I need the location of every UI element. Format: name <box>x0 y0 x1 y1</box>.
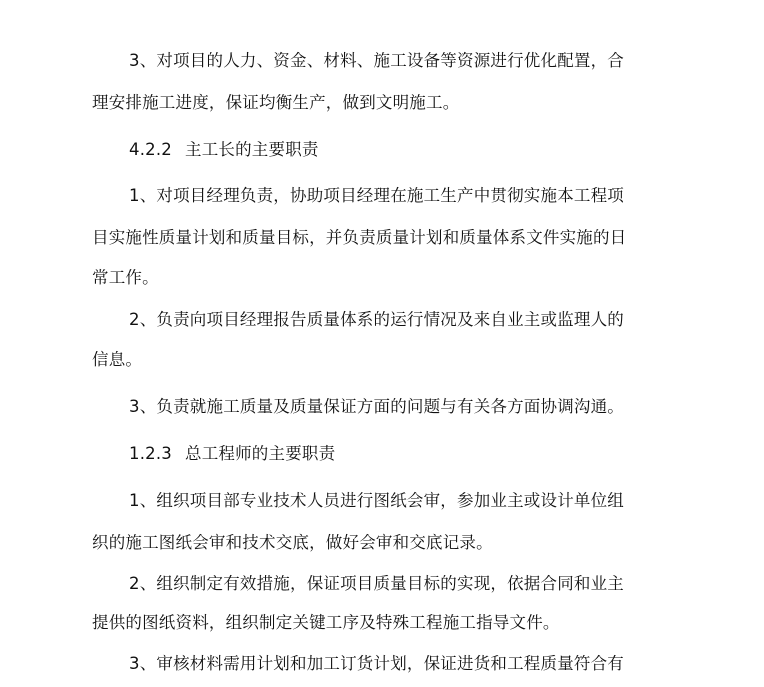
section-number: 4.2.2 <box>129 140 172 159</box>
paragraph-line: 理安排施工进度，保证均衡生产，做到文明施工。 <box>92 93 460 112</box>
paragraph-line: 提供的图纸资料，组织制定关键工序及特殊工程施工指导文件。 <box>92 613 560 632</box>
paragraph-line: 常工作。 <box>92 268 159 287</box>
section-heading <box>129 443 335 465</box>
paragraph-line: 目实施性质量计划和质量目标，并负责质量计划和质量体系文件实施的日 <box>92 228 627 247</box>
section-title: 主工长的主要职责 <box>185 140 319 159</box>
paragraph-line: 织的施工图纸会审和技术交底，做好会审和交底记录。 <box>92 533 493 552</box>
paragraph-line: 信息。 <box>92 350 143 369</box>
section-number: 1.2.3 <box>129 444 172 463</box>
paragraph-line: 3、对项目的人力、资金、材料、施工设备等资源进行优化配置，合 <box>129 51 624 70</box>
section-heading <box>129 139 319 161</box>
section-title: 总工程师的主要职责 <box>185 444 336 463</box>
paragraph-line: 1、对项目经理负责，协助项目经理在施工生产中贯彻实施本工程项 <box>129 186 624 205</box>
paragraph-line: 3、审核材料需用计划和加工订货计划，保证进货和工程质量符合有 <box>129 654 624 673</box>
paragraph-line: 1、组织项目部专业技术人员进行图纸会审，参加业主或设计单位组 <box>129 491 624 510</box>
paragraph-line: 3、负责就施工质量及质量保证方面的问题与有关各方面协调沟通。 <box>129 397 624 416</box>
paragraph-line: 2、负责向项目经理报告质量体系的运行情况及来自业主或监理人的 <box>129 310 624 329</box>
paragraph-line: 2、组织制定有效措施，保证项目质量目标的实现，依据合同和业主 <box>129 574 624 593</box>
